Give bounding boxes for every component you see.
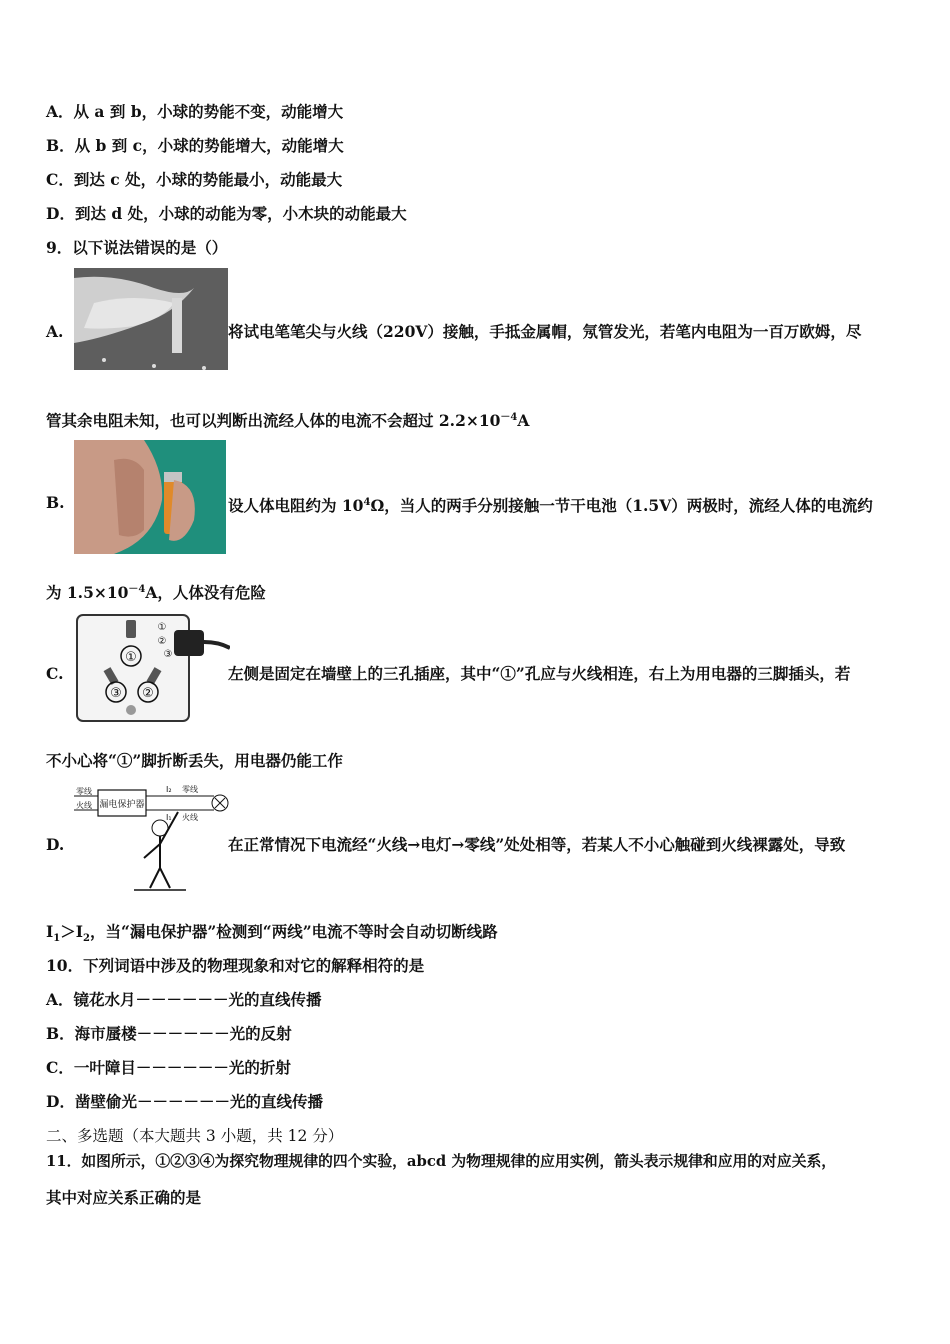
q10-option-d: D．凿壁偷光－－－－－－光的直线传播 — [46, 1092, 323, 1111]
q9-a-line1: 将试电笔笔尖与火线（220V）接触，手抵金属帽，氖管发光，若笔内电阻为一百万欧姆，尽 — [228, 322, 862, 341]
q10-stem: 10．下列词语中涉及的物理现象和对它的解释相符的是 — [46, 956, 425, 975]
q9-b-line2: 为 $1.5\times 10^{-4}A$，人体没有危险 — [46, 583, 266, 603]
plug-label-2: ② — [157, 636, 167, 647]
q9-stem: 9．以下说法错误的是（） — [46, 238, 228, 257]
battery-photo — [74, 440, 226, 554]
q9-d-letter: D. — [46, 835, 65, 854]
q9-c-line2: 不小心将“①”脚折断丢失，用电器仍能工作 — [46, 751, 343, 770]
socket-diagram — [74, 612, 230, 724]
fire-line-left-label: 火线 — [76, 801, 92, 810]
socket-label-2: ② — [142, 686, 154, 701]
q9-c-line1: 左侧是固定在墙壁上的三孔插座，其中“①”孔应与火线相连，右上为用电器的三脚插头，若 — [228, 664, 851, 683]
plug-label-1: ① — [157, 622, 167, 633]
q8-option-b: B．从 b 到 c，小球的势能增大，动能增大 — [46, 136, 344, 155]
section-heading: 二、多选题（本大题共 3 小题，共 12 分） — [46, 1127, 344, 1145]
fire-line-right-label: 火线 — [182, 813, 198, 822]
q9-a-line2: 管其余电阻未知，也可以判断出流经人体的电流不会超过 $2.2\times 10^{-4}A$ — [46, 411, 530, 431]
q9-c-letter: C. — [46, 664, 64, 683]
q9-d-line1: 在正常情况下电流经“火线→电灯→零线”处处相等，若某人不小心触碰到火线裸露处，导致 — [228, 835, 846, 854]
socket-label-1: ① — [125, 650, 137, 665]
q10-option-c: C．一叶障目－－－－－－光的折射 — [46, 1058, 291, 1077]
q11-line1: 11．如图所示，①②③④为探究物理规律的四个实验，abcd 为物理规律的应用实例，箭头表示规律和应用的对应关系， — [46, 1153, 837, 1170]
q8-option-d: D．到达 d 处，小球的动能为零，小木块的动能最大 — [46, 204, 407, 223]
plug-label-3: ③ — [163, 649, 173, 660]
socket-label-3: ③ — [110, 686, 122, 701]
q9-b-line1: 设人体电阻约为 $10^4\Omega$，当人的两手分别接触一节干电池（1.5V）两极时，流经人体的电流约 — [228, 496, 873, 516]
i1-label: I₁ — [166, 813, 172, 822]
q8-option-a: A．从 a 到 b，小球的势能不变，动能增大 — [46, 102, 344, 121]
test-pen-photo — [74, 268, 228, 370]
zero-line-left-label: 零线 — [76, 787, 92, 796]
q8-option-c: C．到达 c 处，小球的势能最小，动能最大 — [46, 170, 343, 189]
zero-line-right-label: 零线 — [182, 785, 198, 794]
q9-a-letter: A. — [46, 322, 64, 341]
protector-label: 漏电保护器 — [99, 800, 145, 810]
q10-option-a: A．镜花水月－－－－－－光的直线传播 — [46, 990, 322, 1009]
leakage-protector-diagram — [74, 782, 230, 896]
q11-line2: 其中对应关系正确的是 — [46, 1188, 202, 1207]
q9-d-line2: $I_1>I_2$，当“漏电保护器”检测到“两线”电流不等时会自动切断线路 — [46, 922, 498, 945]
q9-b-letter: B. — [46, 493, 65, 512]
q10-option-b: B．海市蜃楼－－－－－－光的反射 — [46, 1024, 292, 1043]
i2-label: I₂ — [166, 785, 172, 794]
